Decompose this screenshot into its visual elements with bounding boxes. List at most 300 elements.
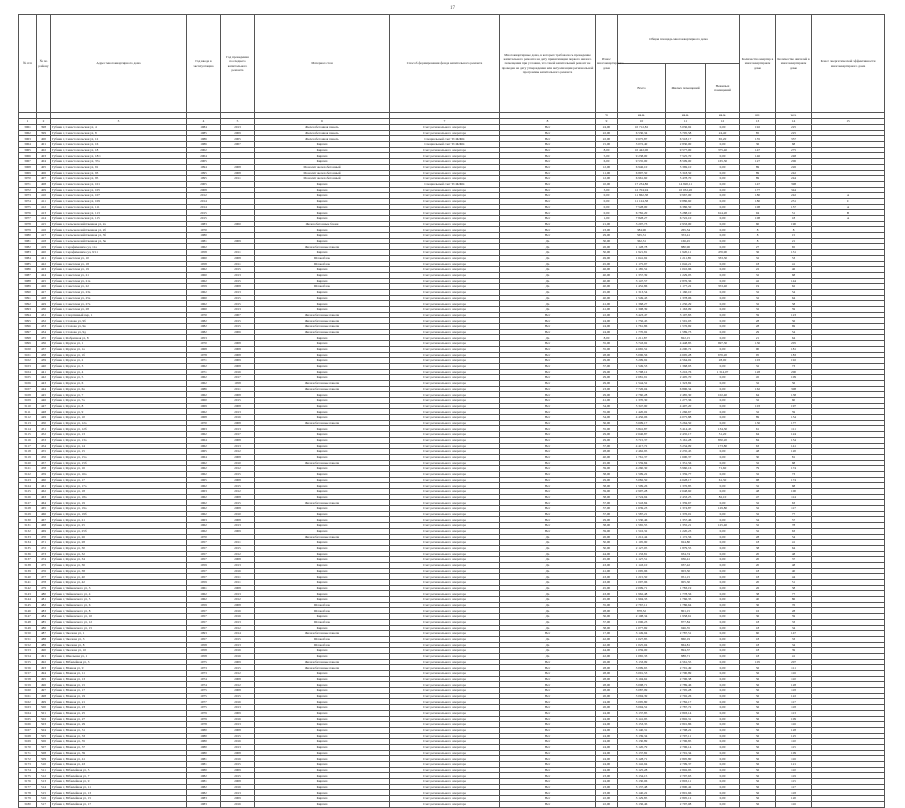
cell-address: Губкин г, Советская ул, 19 — [51, 267, 187, 273]
cell-num: 3134 — [19, 540, 37, 546]
cell-area-total: 1 509,26 — [618, 483, 666, 489]
cell-num: 3169 — [19, 739, 37, 745]
cell-fund-method: Счет регионального оператора — [390, 796, 500, 802]
cell-area-living: 9 886,60 — [666, 198, 706, 204]
cell-year-repair: 2008 — [221, 346, 255, 352]
cell-num: 3062 — [19, 130, 37, 136]
cell-area-total: 1 639,23 — [618, 506, 666, 512]
cell-residents: 131 — [776, 250, 812, 256]
cell-year-built: 1962 — [187, 409, 221, 415]
cell-year-built: 1953 — [187, 335, 221, 341]
cell-area-living: 2 796,85 — [666, 739, 706, 745]
cell-area-total: 3 104,62 — [618, 676, 666, 682]
cell-priority: Да — [500, 574, 596, 580]
cell-wear: 39,00 — [596, 528, 618, 534]
cell-fund-method: Счет регионального оператора — [390, 642, 500, 648]
cell-year-built: 1970 — [187, 534, 221, 540]
cell-num: 3161 — [19, 693, 37, 699]
cell-priority: Нет — [500, 483, 596, 489]
cell-address: Губкин г, Южная ул, 23 — [51, 705, 187, 711]
cell-num: 3076 — [19, 210, 37, 216]
cell-wall-material: Кирпич — [255, 540, 390, 546]
cell-address: Губкин г, Фрунзе ул, 12а — [51, 420, 187, 426]
cell-residents: 121 — [776, 762, 812, 768]
cell-year-built: 1962 — [187, 301, 221, 307]
cell-wear: 23,00 — [596, 386, 618, 392]
cell-wear: 0,00 — [596, 193, 618, 199]
cell-num: 3123 — [19, 477, 37, 483]
cell-area-total: 1 127,51 — [618, 557, 666, 563]
cell-district-num: 414 — [37, 216, 51, 222]
cell-residents: 100 — [776, 489, 812, 495]
cell-district-num: 412 — [37, 204, 51, 210]
cell-wall-material: Кирпич — [255, 193, 390, 199]
cell-residents: 120 — [776, 796, 812, 802]
cell-wall-material: Кирпич — [255, 750, 390, 756]
cell-area-living: 2 805,12 — [666, 796, 706, 802]
cell-priority: Да — [500, 597, 596, 603]
cell-district-num: 473 — [37, 551, 51, 557]
cell-area-living: 1 357,46 — [666, 517, 706, 523]
cell-priority: Нет — [500, 130, 596, 136]
cell-fund-method: Счет регионального оператора — [390, 671, 500, 677]
column-number-cell: 10 — [618, 119, 666, 125]
cell-area-living: 877,84 — [666, 619, 706, 625]
cell-address: Губкин г, Фрунзе ул, 38 — [51, 568, 187, 574]
cell-num: 3171 — [19, 750, 37, 756]
cell-area-living: 2 791,49 — [666, 665, 706, 671]
cell-wall-material: Кирпич — [255, 352, 390, 358]
cell-area-total: 1 962,48 — [618, 591, 666, 597]
cell-wear: 40,00 — [596, 295, 618, 301]
cell-fund-method: Счет регионального оператора — [390, 437, 500, 443]
cell-apartments: 59 — [740, 312, 776, 318]
cell-district-num: 445 — [37, 392, 51, 398]
cell-apartments: 56 — [740, 767, 776, 773]
cell-district-num: 476 — [37, 568, 51, 574]
cell-num: 3153 — [19, 648, 37, 654]
cell-district-num: 459 — [37, 471, 51, 477]
cell-priority: Нет — [500, 164, 596, 170]
cell-year-built: 1958 — [187, 648, 221, 654]
cell-priority: Нет — [500, 204, 596, 210]
cell-area-living: 2 797,08 — [666, 801, 706, 807]
cell-fund-method: Счет регионального оператора — [390, 216, 500, 222]
cell-residents: 125 — [776, 733, 812, 739]
cell-wall-material: Кирпич — [255, 187, 390, 193]
cell-num: 3119 — [19, 454, 37, 460]
cell-fund-method: Счет регионального оператора — [390, 710, 500, 716]
cell-area-living: 4 497,20 — [666, 403, 706, 409]
cell-year-built: 1973 — [187, 665, 221, 671]
cell-priority: Нет — [500, 659, 596, 665]
cell-fund-method: Счет регионального оператора — [390, 341, 500, 347]
cell-year-built: 1962 — [187, 267, 221, 273]
cell-address: Губкин г, Фрунзе ул, 30 — [51, 545, 187, 551]
cell-area-total: 3 136,46 — [618, 801, 666, 807]
cell-area-living: 1 250,29 — [666, 301, 706, 307]
cell-priority: Нет — [500, 460, 596, 466]
cell-num: 3061 — [19, 125, 37, 131]
cell-year-built: 1982 — [187, 318, 221, 324]
cell-area-total: 3 130,06 — [618, 779, 666, 785]
cell-year-repair: 2009 — [221, 659, 255, 665]
cell-area-total: 5 743,92 — [618, 341, 666, 347]
cell-district-num: 426 — [37, 284, 51, 290]
cell-district-num: 488 — [37, 636, 51, 642]
cell-wear: 22,00 — [596, 312, 618, 318]
cell-area-nonliving: 0,00 — [706, 295, 740, 301]
cell-area-nonliving: 0,00 — [706, 324, 740, 330]
cell-fund-method: Специальный счет ТСЖ/ЖК — [390, 136, 500, 142]
cell-residents: 109 — [776, 750, 812, 756]
cell-area-nonliving: 0,00 — [706, 773, 740, 779]
cell-year-built: 1979 — [187, 710, 221, 716]
cell-district-num: 472 — [37, 545, 51, 551]
cell-year-repair: 2013 — [221, 409, 255, 415]
cell-wall-material: Кирпич — [255, 477, 390, 483]
cell-district-num: 447 — [37, 403, 51, 409]
cell-year-repair: 2015 — [221, 318, 255, 324]
cell-num: 3160 — [19, 688, 37, 694]
cell-fund-method: Счет регионального оператора — [390, 608, 500, 614]
cell-apartments: 32 — [740, 409, 776, 415]
cell-wall-material: Кирпич — [255, 358, 390, 364]
cell-wear: 29,00 — [596, 358, 618, 364]
cell-address: Губкин г, Юбилейная ул, 9 — [51, 779, 187, 785]
cell-area-nonliving: 0,00 — [706, 204, 740, 210]
cell-area-living: 6 896,34 — [666, 386, 706, 392]
cell-year-built: 1962 — [187, 494, 221, 500]
cell-address: Губкин г, Фрунзе ул, 15а — [51, 454, 187, 460]
cell-priority: Нет — [500, 665, 596, 671]
cell-year-repair: 1958 — [221, 380, 255, 386]
cell-area-total: 1 559,84 — [618, 460, 666, 466]
cell-wall-material: Кирпич — [255, 181, 390, 187]
cell-area-living: 3 264,50 — [666, 420, 706, 426]
cell-year-built: 1962 — [187, 500, 221, 506]
cell-address: Губкин г, Фрунзе ул, 25 — [51, 523, 187, 529]
cell-priority: Да — [500, 653, 596, 659]
cell-residents: 248 — [776, 153, 812, 159]
cell-num: 3159 — [19, 682, 37, 688]
cell-apartments: 177 — [740, 187, 776, 193]
cell-residents: 68 — [776, 142, 812, 148]
cell-year-built: 1975 — [187, 705, 221, 711]
cell-apartments: 56 — [740, 739, 776, 745]
cell-area-nonliving: 0,00 — [706, 671, 740, 677]
cell-area-total: 3 128,71 — [618, 756, 666, 762]
cell-wear: 24,00 — [596, 699, 618, 705]
cell-area-nonliving: 0,00 — [706, 125, 740, 131]
cell-area-living: 9 577,00 — [666, 147, 706, 153]
cell-year-repair: 2013 — [221, 790, 255, 796]
cell-num: 3155 — [19, 659, 37, 665]
cell-area-nonliving: 0,00 — [706, 767, 740, 773]
cell-residents: 177 — [776, 420, 812, 426]
cell-apartments: 79 — [740, 466, 776, 472]
cell-area-living: 353,41 — [666, 233, 706, 239]
cell-address: Губкин г, Фрунзе ул, 6 — [51, 380, 187, 386]
cell-num: 3139 — [19, 568, 37, 574]
cell-district-num: 502 — [37, 716, 51, 722]
cell-apartments: 20 — [740, 562, 776, 568]
cell-apartments: 56 — [740, 750, 776, 756]
cell-apartments: 32 — [740, 363, 776, 369]
cell-address: Губкин г, Фрунзе ул, 18 — [51, 489, 187, 495]
cell-year-repair: 2009 — [221, 130, 255, 136]
cell-address: Губкин г, Фрунзе ул, 3 — [51, 363, 187, 369]
cell-area-total: 1 549,53 — [618, 363, 666, 369]
cell-year-built: 1981 — [187, 238, 221, 244]
cell-area-nonliving: 0,00 — [706, 261, 740, 267]
cell-address: Губкин г, Южная ул, 21 — [51, 699, 187, 705]
cell-wall-material: Кирпич — [255, 415, 390, 421]
cell-address: Губкин г, Фрунзе ул, 2 — [51, 358, 187, 364]
cell-district-num: 477 — [37, 574, 51, 580]
cell-district-num: 474 — [37, 557, 51, 563]
cell-num: 3180 — [19, 801, 37, 807]
cell-year-built: 2002 — [187, 147, 221, 153]
cell-residents: 138 — [776, 392, 812, 398]
cell-residents: 68 — [776, 460, 812, 466]
cell-residents: 59 — [776, 614, 812, 620]
cell-year-built: 1959 — [187, 562, 221, 568]
cell-address: Губкин г, Фрунзе ул, 32 — [51, 551, 187, 557]
cell-wear: 42,00 — [596, 636, 618, 642]
cell-apartments: 36 — [740, 602, 776, 608]
cell-year-built: 1957 — [187, 625, 221, 631]
cell-year-built: 1957 — [187, 540, 221, 546]
cell-district-num: 507 — [37, 744, 51, 750]
cell-year-repair: 2014 — [221, 631, 255, 637]
cell-area-total: 1 599,22 — [618, 471, 666, 477]
cell-residents: 18 — [776, 216, 812, 222]
cell-year-built: 1971 — [187, 358, 221, 364]
header-wall-material: Материал стен — [255, 15, 390, 113]
cell-fund-method: Счет регионального оператора — [390, 506, 500, 512]
cell-priority: Нет — [500, 216, 596, 222]
cell-address: Губкин г, Фрунзе ул, 16 — [51, 466, 187, 472]
cell-address: Губкин г, Стахова ул, 9б — [51, 318, 187, 324]
cell-area-nonliving: 0,00 — [706, 545, 740, 551]
cell-wall-material: Кирпич — [255, 250, 390, 256]
cell-residents: 200 — [776, 369, 812, 375]
cell-wall-material: Железобетонные панели — [255, 659, 390, 665]
cell-wear: 29,00 — [596, 437, 618, 443]
cell-district-num: 409 — [37, 187, 51, 193]
cell-priority: Нет — [500, 477, 596, 483]
cell-address: Губкин г, Южная ул, 29 — [51, 722, 187, 728]
cell-area-total: 4 260,30 — [618, 466, 666, 472]
cell-area-total: 3 072,40 — [618, 142, 666, 148]
cell-year-repair: 2008 — [221, 392, 255, 398]
cell-area-living: 3 960,16 — [666, 466, 706, 472]
cell-wear: 26,00 — [596, 705, 618, 711]
cell-year-repair: 2008 — [221, 750, 255, 756]
cell-district-num: 401 — [37, 142, 51, 148]
cell-district-num: 461 — [37, 483, 51, 489]
cell-wall-material: Кирпич — [255, 756, 390, 762]
cell-area-total: 3 841,87 — [618, 426, 666, 432]
cell-num: 3068 — [19, 164, 37, 170]
cell-area-living: 1 600,37 — [666, 454, 706, 460]
cell-priority: Да — [500, 625, 596, 631]
cell-district-num: 417 — [37, 233, 51, 239]
cell-wear: 28,00 — [596, 608, 618, 614]
cell-priority: Нет — [500, 312, 596, 318]
cell-year-repair: 2015 — [221, 636, 255, 642]
cell-wear: 50,00 — [596, 250, 618, 256]
cell-apartments: 127 — [740, 159, 776, 165]
cell-wall-material: Монолит железобетонный — [255, 170, 390, 176]
cell-year-repair: 2015 — [221, 267, 255, 273]
cell-residents: 118 — [776, 705, 812, 711]
cell-area-living: 2 799,37 — [666, 762, 706, 768]
cell-year-built: 1993 — [187, 631, 221, 637]
cell-apartments: 64 — [740, 392, 776, 398]
cell-apartments: 22 — [740, 267, 776, 273]
cell-fund-method: Счет регионального оператора — [390, 511, 500, 517]
cell-area-nonliving: 0,00 — [706, 648, 740, 654]
cell-district-num: 466 — [37, 511, 51, 517]
cell-area-living: 2 876,36 — [666, 278, 706, 284]
cell-fund-method: Счет регионального оператора — [390, 153, 500, 159]
cell-district-num: 493 — [37, 665, 51, 671]
cell-priority: Нет — [500, 682, 596, 688]
cell-num: 3132 — [19, 528, 37, 534]
cell-wall-material: Кирпич — [255, 790, 390, 796]
cell-district-num: 503 — [37, 722, 51, 728]
cell-residents: 207 — [776, 659, 812, 665]
cell-address: Губкин г, Южная ул, 15 — [51, 682, 187, 688]
cell-area-nonliving: 0,00 — [706, 244, 740, 250]
cell-apartments: 56 — [740, 671, 776, 677]
cell-residents: 54 — [776, 534, 812, 540]
cell-residents: 181 — [776, 346, 812, 352]
cell-year-built: 1960 — [187, 272, 221, 278]
cell-residents: 33 — [776, 619, 812, 625]
cell-residents: 147 — [776, 631, 812, 637]
cell-fund-method: Счет регионального оператора — [390, 403, 500, 409]
cell-wall-material: Железобетонные панели — [255, 631, 390, 637]
cell-wall-material: Кирпич — [255, 432, 390, 438]
cell-area-nonliving: 125,40 — [706, 523, 740, 529]
cell-year-repair: 2010 — [221, 460, 255, 466]
cell-priority: Нет — [500, 722, 596, 728]
cell-area-total: 1 761,37 — [618, 454, 666, 460]
cell-district-num: 516 — [37, 796, 51, 802]
cell-num: 3136 — [19, 551, 37, 557]
cell-wall-material: Железобетонные блоки — [255, 221, 390, 227]
cell-year-repair: 2013 — [221, 619, 255, 625]
cell-area-nonliving: 0,00 — [706, 380, 740, 386]
cell-area-living: 1 211,85 — [666, 255, 706, 261]
cell-wall-material: Кирпич — [255, 784, 390, 790]
cell-apartments: 64 — [740, 432, 776, 438]
cell-num: 3063 — [19, 136, 37, 142]
cell-area-nonliving: 0,00 — [706, 801, 740, 807]
cell-area-nonliving: 0,00 — [706, 346, 740, 352]
cell-year-repair: 2008 — [221, 727, 255, 733]
cell-wear: 0,00 — [596, 198, 618, 204]
cell-apartments: 20 — [740, 551, 776, 557]
cell-district-num: 399 — [37, 130, 51, 136]
cell-district-num: 500 — [37, 705, 51, 711]
cell-wear: 12,00 — [596, 176, 618, 182]
cell-fund-method: Счет регионального оператора — [390, 449, 500, 455]
cell-year-repair: 2008 — [221, 779, 255, 785]
cell-district-num: 450 — [37, 420, 51, 426]
cell-fund-method: Счет регионального оператора — [390, 540, 500, 546]
cell-year-repair: 2016 — [221, 568, 255, 574]
cell-year-built: 1962 — [187, 466, 221, 472]
cell-year-repair: 2008 — [221, 506, 255, 512]
cell-wall-material: Железобетонные панели — [255, 244, 390, 250]
cell-area-total: 3 099,65 — [618, 665, 666, 671]
cell-year-built: 1995 — [187, 170, 221, 176]
cell-wall-material: Кирпич — [255, 773, 390, 779]
cell-year-built: 1963 — [187, 489, 221, 495]
cell-area-total: 5 798,12 — [618, 369, 666, 375]
cell-year-repair: 2009 — [221, 238, 255, 244]
cell-residents: 53 — [776, 255, 812, 261]
cell-residents: 242 — [776, 193, 812, 199]
cell-residents: 33 — [776, 636, 812, 642]
cell-wear: 28,00 — [596, 682, 618, 688]
cell-area-living: 1 958,61 — [666, 614, 706, 620]
cell-priority: Нет — [500, 500, 596, 506]
cell-residents: 275 — [776, 147, 812, 153]
cell-apartments: 56 — [740, 699, 776, 705]
cell-year-repair: 2008 — [221, 557, 255, 563]
cell-fund-method: Счет регионального оператора — [390, 585, 500, 591]
cell-area-total: 1 770,92 — [618, 329, 666, 335]
cell-fund-method: Счет регионального оператора — [390, 307, 500, 313]
cell-year-repair: 2016 — [221, 653, 255, 659]
cell-priority: Нет — [500, 363, 596, 369]
cell-address: Губкин г, Фрунзе ул, 1б — [51, 352, 187, 358]
cell-area-total: 1 420,02 — [618, 409, 666, 415]
cell-district-num: 489 — [37, 642, 51, 648]
cell-priority: Нет — [500, 170, 596, 176]
cell-residents: 115 — [776, 744, 812, 750]
cell-area-nonliving: 375,40 — [706, 147, 740, 153]
cell-area-total: 3 140,22 — [618, 790, 666, 796]
cell-area-total: 3 087,99 — [618, 688, 666, 694]
cell-fund-method: Счет регионального оператора — [390, 756, 500, 762]
cell-year-repair: 2005 — [221, 136, 255, 142]
cell-area-nonliving: 0,00 — [706, 272, 740, 278]
cell-residents: 122 — [776, 693, 812, 699]
cell-area-total: 7 828,27 — [618, 216, 666, 222]
cell-wear: 24,00 — [596, 716, 618, 722]
cell-district-num: 471 — [37, 540, 51, 546]
cell-year-built: 1975 — [187, 688, 221, 694]
cell-area-total: 2 127,05 — [618, 545, 666, 551]
cell-wear: 8,00 — [596, 147, 618, 153]
cell-num: 3108 — [19, 392, 37, 398]
cell-residents: 226 — [776, 164, 812, 170]
cell-wear: 30,00 — [596, 238, 618, 244]
cell-residents: 183 — [776, 352, 812, 358]
cell-area-nonliving: 0,00 — [706, 779, 740, 785]
cell-district-num: 512 — [37, 773, 51, 779]
cell-num: 3074 — [19, 198, 37, 204]
cell-year-repair: 2012 — [221, 466, 255, 472]
cell-priority: Да — [500, 608, 596, 614]
cell-apartments: 28 — [740, 534, 776, 540]
